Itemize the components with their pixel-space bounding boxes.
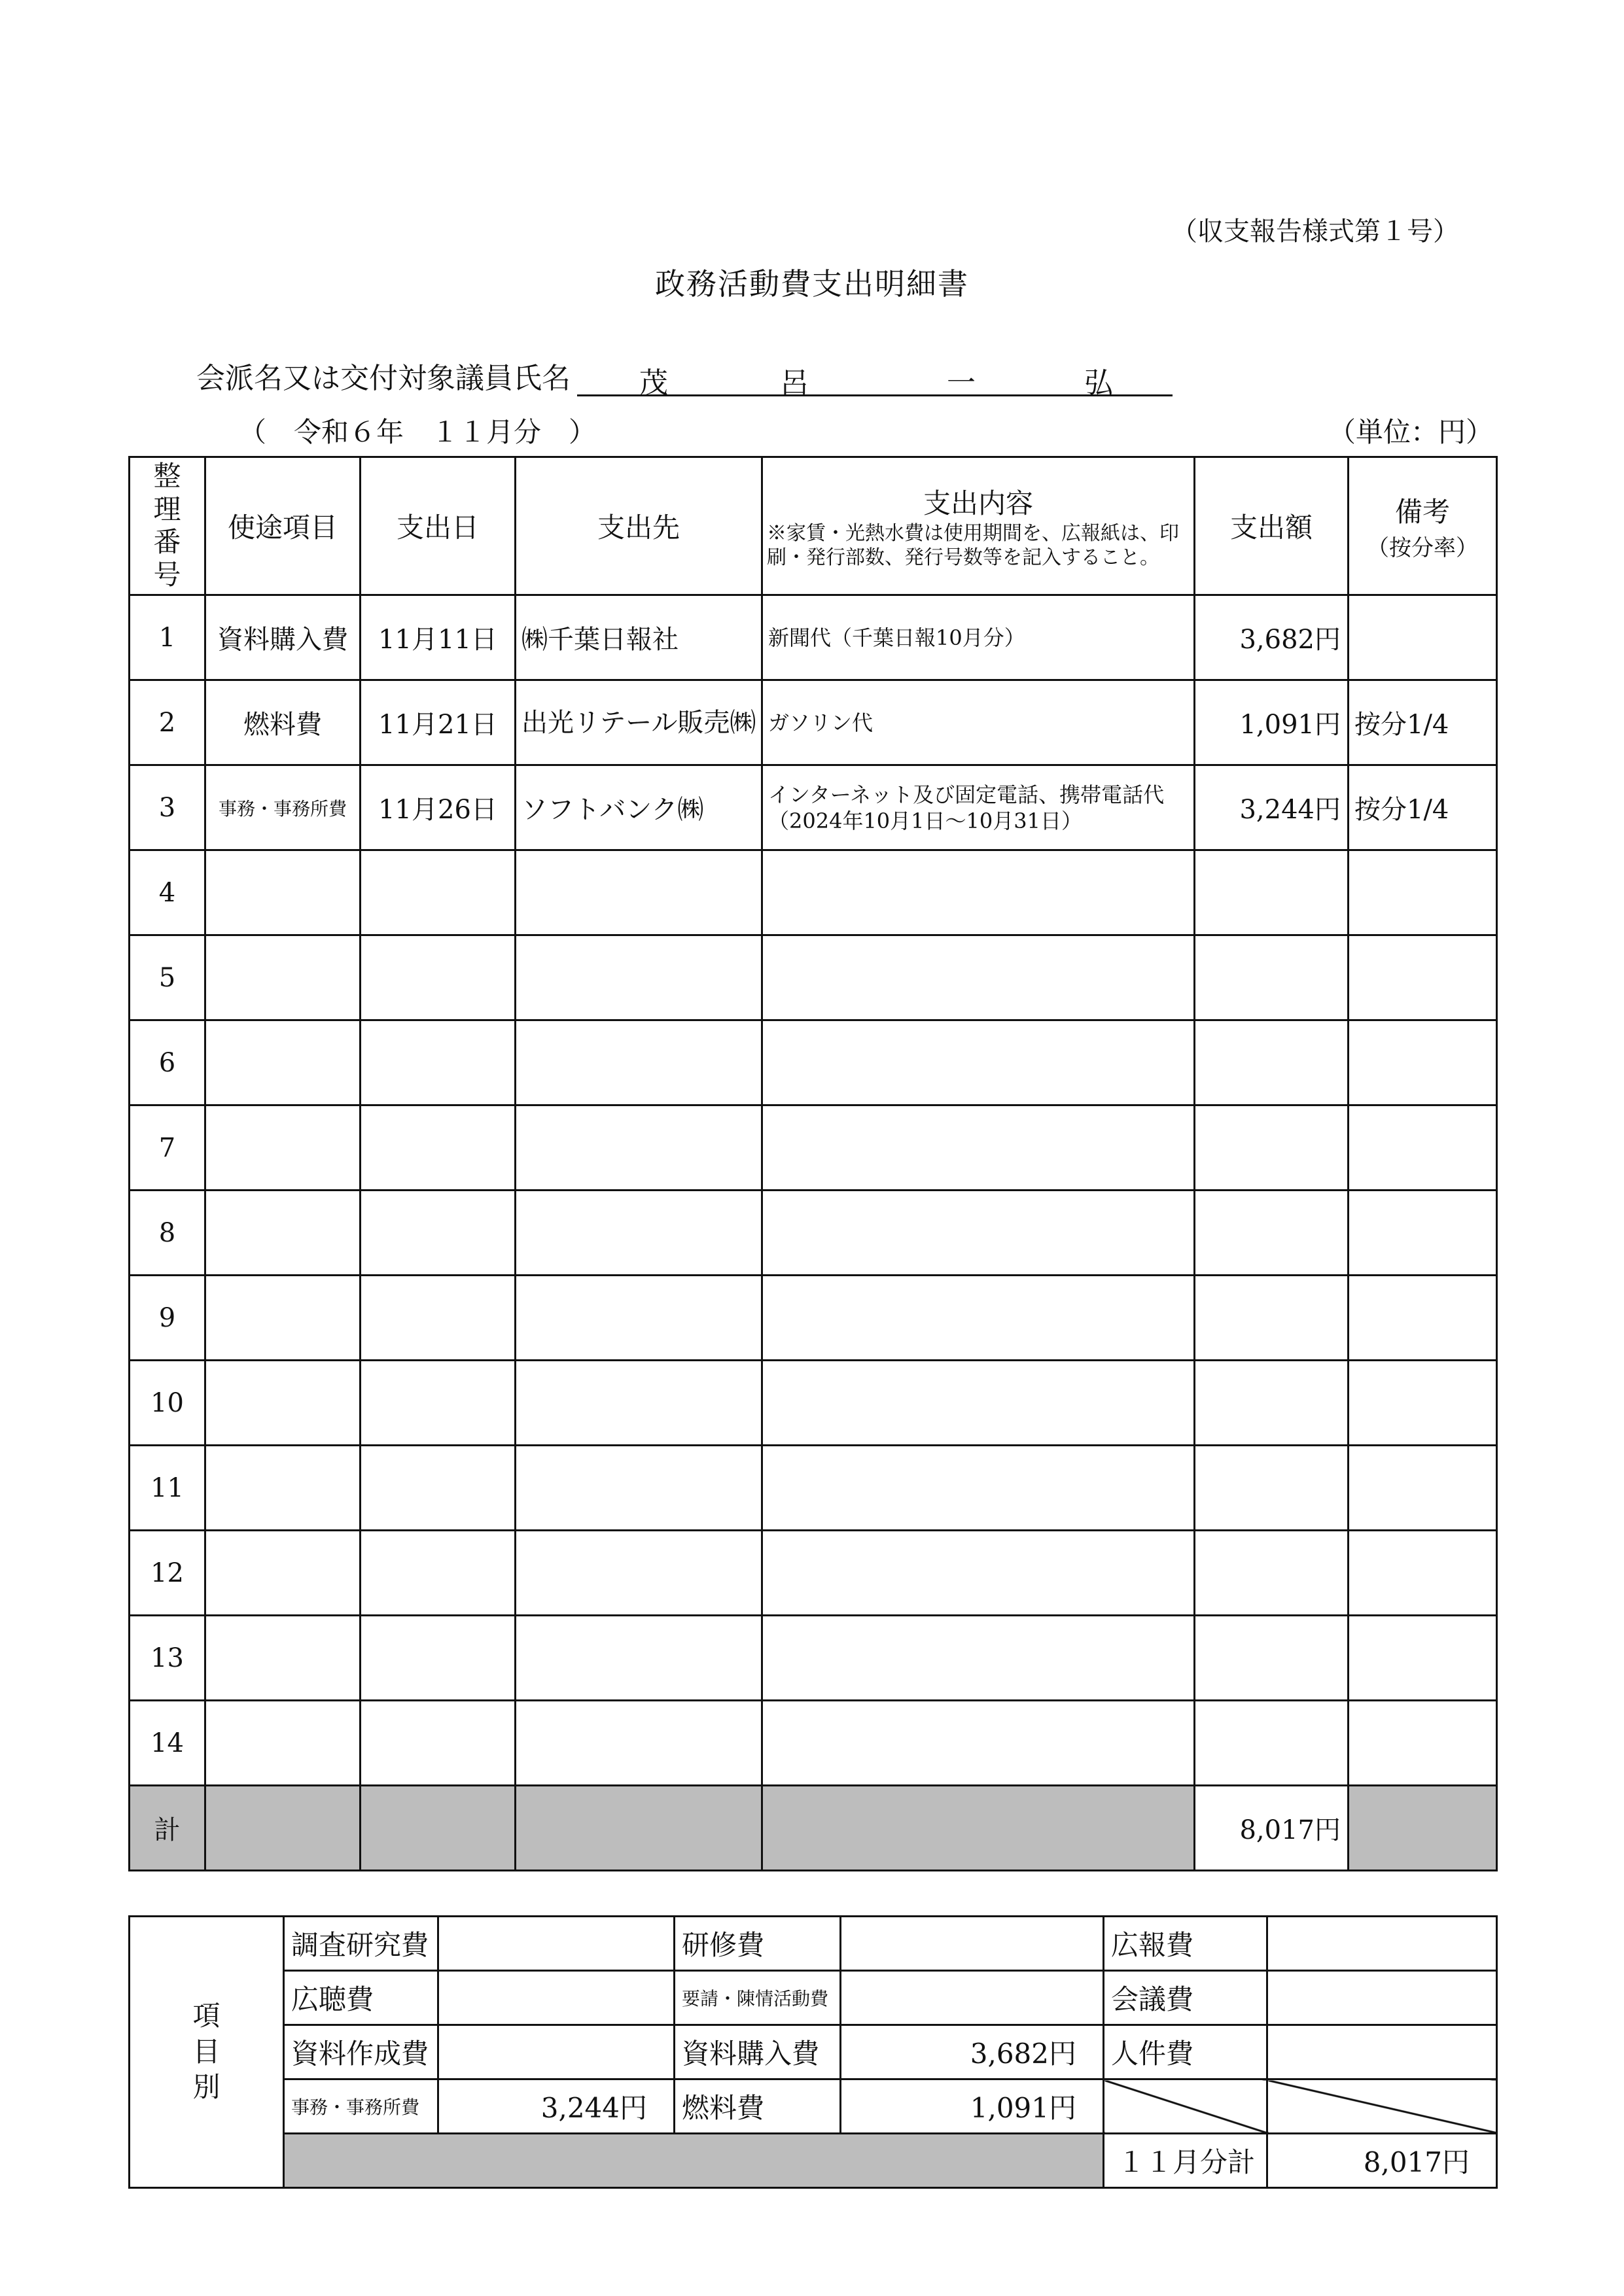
table-row xyxy=(130,1446,1497,1531)
row-content xyxy=(762,1020,1195,1105)
summary-item-amount xyxy=(438,2025,675,2079)
summary-item-amount: 3,244円 xyxy=(438,2079,675,2134)
summary-shaded-cell xyxy=(284,2134,1104,2188)
summary-item-label: 会議費 xyxy=(1104,1971,1267,2025)
row-number: 9 xyxy=(130,1276,205,1361)
row-remarks xyxy=(1349,935,1497,1020)
header-remarks-title: 備考 xyxy=(1394,495,1450,528)
row-category xyxy=(205,1616,361,1701)
row-category: 事務・事務所費 xyxy=(205,765,361,850)
header-content-note: ※家賃・光熱水費は使用期間を、広報紙は、印刷・発行部数、発行号数等を記入すること。 xyxy=(767,521,1179,569)
table-header-row xyxy=(130,457,1497,595)
row-amount xyxy=(1195,1446,1349,1531)
row-content xyxy=(762,1531,1195,1616)
summary-item-amount xyxy=(438,1917,675,1971)
row-remarks xyxy=(1349,1020,1497,1105)
summary-row xyxy=(130,2079,1497,2134)
summary-item-label: 燃料費 xyxy=(675,2079,841,2134)
unit-label: （単位：円） xyxy=(1328,416,1494,448)
member-name-row xyxy=(196,355,1173,400)
row-amount: 3,244円 xyxy=(1195,765,1349,850)
row-remarks xyxy=(1349,1361,1497,1446)
row-number: 12 xyxy=(130,1531,205,1616)
row-amount: 1,091円 xyxy=(1195,680,1349,765)
row-remarks: 按分1/4 xyxy=(1349,680,1497,765)
row-remarks xyxy=(1349,1191,1497,1276)
row-amount xyxy=(1195,935,1349,1020)
category-summary-table xyxy=(128,1915,1498,2189)
row-content xyxy=(762,850,1195,935)
summary-item-amount xyxy=(1267,1971,1497,2025)
row-category xyxy=(205,1531,361,1616)
table-row xyxy=(130,1105,1497,1191)
row-amount xyxy=(1195,1701,1349,1786)
table-row xyxy=(130,595,1497,680)
header-category: 使途項目 xyxy=(205,457,361,595)
member-name-char: 呂 xyxy=(780,366,809,400)
row-amount xyxy=(1195,1276,1349,1361)
summary-row xyxy=(130,2025,1497,2079)
row-category xyxy=(205,1361,361,1446)
row-number: 2 xyxy=(130,680,205,765)
row-content xyxy=(762,1361,1195,1446)
summary-item-amount xyxy=(841,1917,1104,1971)
table-row xyxy=(130,850,1497,935)
row-content xyxy=(762,1105,1195,1191)
row-number: 6 xyxy=(130,1020,205,1105)
row-payee xyxy=(516,1276,762,1361)
row-amount xyxy=(1195,1616,1349,1701)
row-date: 11月11日 xyxy=(361,595,516,680)
row-number: 5 xyxy=(130,935,205,1020)
table-row xyxy=(130,935,1497,1020)
total-amount: 8,017円 xyxy=(1195,1786,1349,1871)
row-date: 11月26日 xyxy=(361,765,516,850)
summary-item-label: 広聴費 xyxy=(284,1971,438,2025)
row-category xyxy=(205,1276,361,1361)
header-date: 支出日 xyxy=(361,457,516,595)
summary-item-label: 資料作成費 xyxy=(284,2025,438,2079)
row-number: 10 xyxy=(130,1361,205,1446)
row-date xyxy=(361,1191,516,1276)
row-payee xyxy=(516,1361,762,1446)
summary-item-label: 研修費 xyxy=(675,1917,841,1971)
summary-item-amount: 3,682円 xyxy=(841,2025,1104,2079)
summary-item-label: 資料購入費 xyxy=(675,2025,841,2079)
row-amount xyxy=(1195,1531,1349,1616)
summary-item-amount xyxy=(438,1971,675,2025)
total-shaded-cell xyxy=(361,1786,516,1871)
row-number: 8 xyxy=(130,1191,205,1276)
row-remarks xyxy=(1349,1701,1497,1786)
row-date xyxy=(361,935,516,1020)
header-number: 整理番号 xyxy=(130,457,205,595)
row-payee: ソフトバンク㈱ xyxy=(516,765,762,850)
table-row xyxy=(130,1616,1497,1701)
header-payee: 支出先 xyxy=(516,457,762,595)
total-shaded-cell xyxy=(1349,1786,1497,1871)
expense-detail-table xyxy=(128,456,1498,1871)
total-shaded-cell xyxy=(762,1786,1195,1871)
row-number: 7 xyxy=(130,1105,205,1191)
member-name-label: 会派名又は交付対象議員氏名 xyxy=(196,362,571,395)
row-category: 燃料費 xyxy=(205,680,361,765)
member-name-char: 弘 xyxy=(1084,366,1113,400)
header-content xyxy=(762,457,1195,595)
row-content xyxy=(762,1446,1195,1531)
row-remarks xyxy=(1349,1616,1497,1701)
row-date xyxy=(361,1701,516,1786)
row-number: 3 xyxy=(130,765,205,850)
document-title: 政務活動費支出明細書 xyxy=(655,266,969,302)
member-name-char: 茂 xyxy=(639,366,668,400)
diagonal-blank-cell xyxy=(1104,2079,1267,2134)
row-content: ガソリン代 xyxy=(762,680,1195,765)
row-category xyxy=(205,1191,361,1276)
total-shaded-cell xyxy=(205,1786,361,1871)
row-content xyxy=(762,935,1195,1020)
row-content: 新聞代（千葉日報10月分） xyxy=(762,595,1195,680)
row-remarks xyxy=(1349,1446,1497,1531)
row-remarks: 按分1/4 xyxy=(1349,765,1497,850)
table-row xyxy=(130,1361,1497,1446)
row-amount xyxy=(1195,1105,1349,1191)
summary-item-label: 人件費 xyxy=(1104,2025,1267,2079)
summary-total-row xyxy=(130,2134,1497,2188)
row-payee xyxy=(516,1020,762,1105)
row-payee xyxy=(516,1446,762,1531)
summary-section-label: 項目別 xyxy=(130,1917,284,2188)
row-number: 13 xyxy=(130,1616,205,1701)
row-payee xyxy=(516,1531,762,1616)
row-category xyxy=(205,850,361,935)
table-row xyxy=(130,680,1497,765)
month-total-amount: 8,017円 xyxy=(1267,2134,1497,2188)
row-date xyxy=(361,850,516,935)
row-date xyxy=(361,1361,516,1446)
member-name-char: 一 xyxy=(947,366,976,400)
row-amount xyxy=(1195,1020,1349,1105)
total-label: 計 xyxy=(130,1786,205,1871)
row-category xyxy=(205,935,361,1020)
table-row xyxy=(130,1191,1497,1276)
row-number: 1 xyxy=(130,595,205,680)
member-name-field xyxy=(577,359,1173,400)
header-remarks-sub: （按分率） xyxy=(1367,534,1478,561)
row-number: 11 xyxy=(130,1446,205,1531)
row-category xyxy=(205,1105,361,1191)
row-payee xyxy=(516,935,762,1020)
row-remarks xyxy=(1349,1531,1497,1616)
summary-row xyxy=(130,1971,1497,2025)
header-content-title: 支出内容 xyxy=(923,487,1033,519)
row-category: 資料購入費 xyxy=(205,595,361,680)
row-remarks xyxy=(1349,1105,1497,1191)
row-date xyxy=(361,1446,516,1531)
summary-item-amount: 1,091円 xyxy=(841,2079,1104,2134)
table-row xyxy=(130,765,1497,850)
row-payee xyxy=(516,1701,762,1786)
row-number: 4 xyxy=(130,850,205,935)
row-category xyxy=(205,1020,361,1105)
row-date xyxy=(361,1276,516,1361)
row-amount: 3,682円 xyxy=(1195,595,1349,680)
row-payee xyxy=(516,850,762,935)
row-date xyxy=(361,1616,516,1701)
row-category xyxy=(205,1446,361,1531)
row-payee: 出光リテール販売㈱ xyxy=(516,680,762,765)
summary-item-amount xyxy=(1267,1917,1497,1971)
row-payee xyxy=(516,1616,762,1701)
diagonal-blank-cell xyxy=(1267,2079,1497,2134)
summary-item-label: 広報費 xyxy=(1104,1917,1267,1971)
row-date: 11月21日 xyxy=(361,680,516,765)
period-label: （ 令和６年 １１月分 ） xyxy=(239,416,597,448)
summary-item-label: 調査研究費 xyxy=(284,1917,438,1971)
table-row xyxy=(130,1701,1497,1786)
row-content xyxy=(762,1191,1195,1276)
row-content xyxy=(762,1701,1195,1786)
row-date xyxy=(361,1020,516,1105)
summary-row xyxy=(130,1917,1497,1971)
row-date xyxy=(361,1531,516,1616)
row-payee xyxy=(516,1105,762,1191)
row-content: インターネット及び固定電話、携帯電話代（2024年10月1日～10月31日） xyxy=(762,765,1195,850)
total-shaded-cell xyxy=(516,1786,762,1871)
row-date xyxy=(361,1105,516,1191)
table-row xyxy=(130,1276,1497,1361)
table-row xyxy=(130,1531,1497,1616)
row-content xyxy=(762,1276,1195,1361)
row-remarks xyxy=(1349,1276,1497,1361)
row-amount xyxy=(1195,850,1349,935)
summary-item-amount xyxy=(1267,2025,1497,2079)
summary-item-label: 事務・事務所費 xyxy=(284,2079,438,2134)
header-remarks xyxy=(1349,457,1497,595)
row-remarks xyxy=(1349,850,1497,935)
total-row xyxy=(130,1786,1497,1871)
row-amount xyxy=(1195,1361,1349,1446)
row-content xyxy=(762,1616,1195,1701)
row-remarks xyxy=(1349,595,1497,680)
summary-item-amount xyxy=(841,1971,1104,2025)
table-row xyxy=(130,1020,1497,1105)
header-amount: 支出額 xyxy=(1195,457,1349,595)
row-payee xyxy=(516,1191,762,1276)
month-total-label: １１月分計 xyxy=(1104,2134,1267,2188)
row-amount xyxy=(1195,1191,1349,1276)
row-payee: ㈱千葉日報社 xyxy=(516,595,762,680)
row-number: 14 xyxy=(130,1701,205,1786)
form-number: （収支報告様式第１号） xyxy=(1171,217,1459,247)
summary-item-label: 要請・陳情活動費 xyxy=(675,1971,841,2025)
row-category xyxy=(205,1701,361,1786)
